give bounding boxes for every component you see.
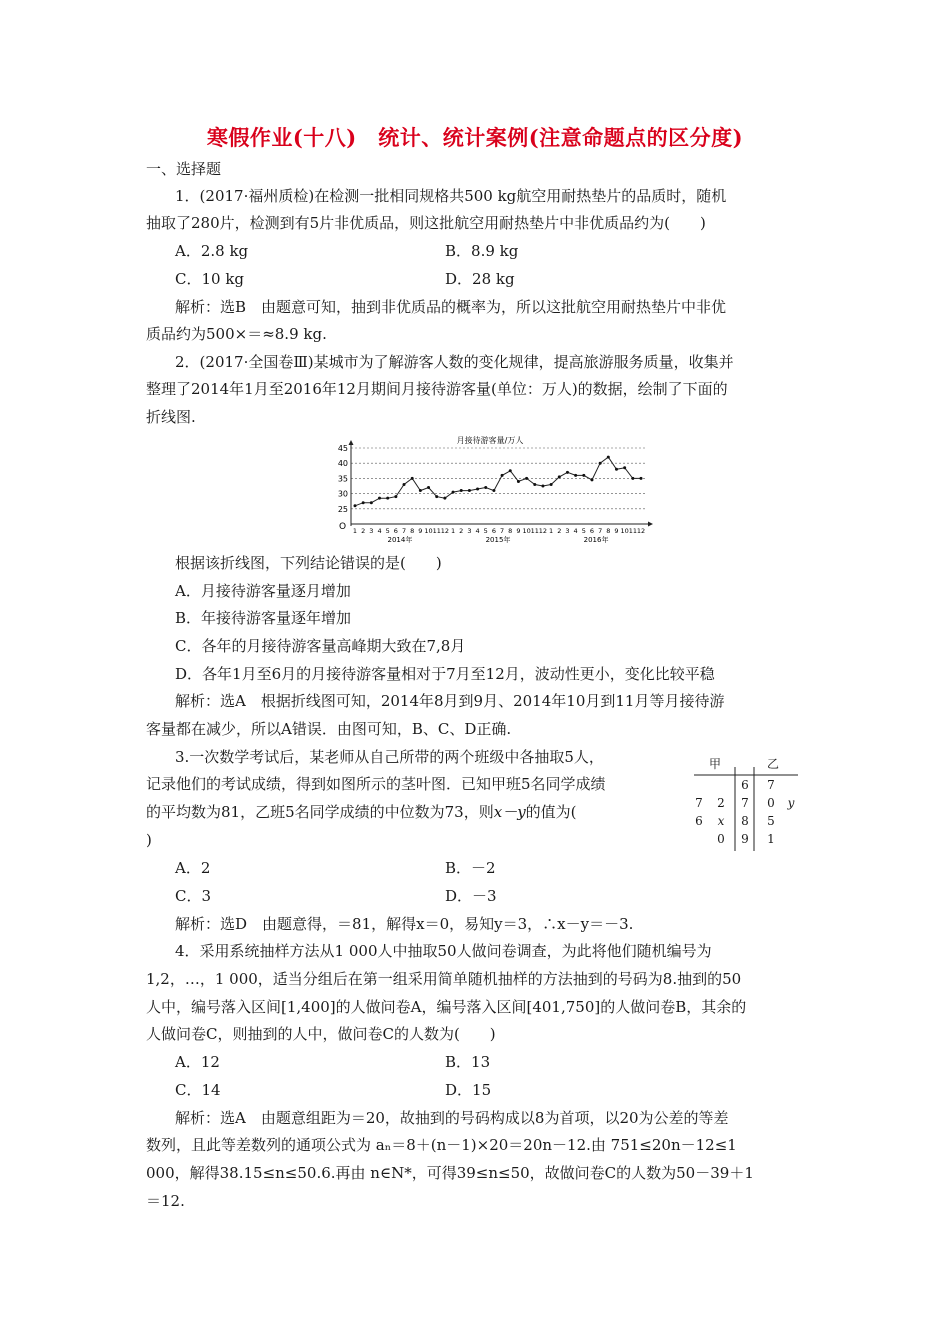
x-tick-label: 7 [401,527,407,535]
q3-solution-a: 解析：选D 由题意得，＝81，解得 [175,915,417,933]
data-point [640,477,643,480]
x-tick-label: 11 [628,527,637,535]
q4-option-a: A．12 [175,1053,220,1071]
x-tick-label: 5 [385,527,390,535]
data-point [362,501,365,504]
x-tick-label: 1 [450,527,456,535]
left-leaf: 6 [695,814,703,828]
q1-text-line1: 1．(2017·福州质检)在检测一批相同规格共500 kg航空用耐热垫片的品质时，随机 [175,187,727,205]
x-tick-label: 2 [361,527,366,535]
q2-stem: 根据该折线图，下列结论错误的是( ) [175,554,442,572]
stem-value: 7 [741,796,749,810]
data-point [582,474,585,477]
page-title: 寒假作业(十八) 统计、统计案例(注意命题点的区分度) [206,125,744,150]
data-point [484,486,487,489]
q2-solution-line1: 解析：选A 根据折线图可知，2014年8月到9月、2014年10月到11月等月接待游 [175,692,725,710]
x-tick-label: 3 [565,527,570,535]
q1-option-a: A．2.8 kg [175,242,249,260]
data-point [443,497,446,500]
right-leaf: 1 [767,832,775,846]
data-point [419,489,422,492]
q4-solution-line3: 000，解得38.15≤n≤50.6.再由 n∈N*，可得39≤n≤50，故做问卷C的人数为50－39＋1 [146,1164,754,1182]
x-tick-label: 1 [352,527,358,535]
q4-option-d: D．15 [445,1081,492,1099]
x-tick-label: 6 [393,527,398,535]
q3-text-line4: ) [146,831,152,849]
y-tick-label: 40 [337,459,348,469]
x-tick-label: 8 [508,527,513,535]
q3-text-line2: 记录他们的考试成绩，得到如图所示的茎叶图．已知甲班5名同学成绩 [146,775,606,793]
right-leaf-variable: y [787,796,795,810]
q4-text-line3: 人中，编号落入区间[1,400]的人做问卷A，编号落入区间[401,750]的人做问卷B，其余的 [146,998,747,1016]
chart-axes [349,440,654,527]
chart-y-ticks [338,444,348,514]
data-point [394,495,397,498]
x-tick-label: 11 [432,527,441,535]
left-leaf: 0 [717,832,725,846]
q3-text-line3-a: 的平均数为81，乙班5名同学成绩的中位数为73，则 [146,803,494,821]
x-tick-label: 7 [598,527,603,535]
q1-option-d: D．28 kg [445,270,515,288]
x-tick-label: 5 [581,527,586,535]
q1-solution-line1: 解析：选B 由题意可知，抽到非优质品的概率为，所以这批航空用耐热垫片中非优 [175,298,727,316]
data-point [574,474,577,477]
y-tick-label: 30 [337,489,348,499]
data-point [501,474,504,477]
data-point [631,477,634,480]
stem-value: 8 [741,814,749,828]
data-point [403,483,406,486]
series-line [355,457,641,506]
chart-origin-label: O [339,522,347,532]
x-axis-arrow [648,522,653,527]
data-point [517,480,520,483]
q1-option-b: B．8.9 kg [445,242,519,260]
left-leaf: 7 [695,796,703,810]
q3-solution-b: x＝0，易知y＝3，∴x－y＝－3. [416,915,634,933]
data-point [509,469,512,472]
data-point [533,483,536,486]
q1-solution-line2: 质品约为500×＝≈8.9 kg. [146,325,327,343]
chart-title: 月接待游客量/万人 [456,436,524,445]
q3-option-d: D．－3 [445,887,497,905]
q1-option-c: C．10 kg [175,270,245,288]
data-point [590,478,593,481]
x-tick-label: 12 [440,527,450,535]
data-point [370,501,373,504]
stem-leaf-diagram [690,753,802,851]
x-tick-label: 7 [500,527,505,535]
x-tick-label: 6 [589,527,595,535]
left-leaf: 2 [717,796,725,810]
x-tick-label: 12 [538,527,548,535]
stem-right-header: 乙 [766,757,779,771]
data-point [435,495,438,498]
year-label: 2014年 [387,536,413,544]
x-tick-label: 8 [606,527,611,535]
data-point [607,456,610,459]
q2-text-line1: 2．(2017·全国卷Ⅲ)某城市为了解游客人数的变化规律，提高旅游服务质量，收集并 [175,353,734,371]
year-label: 2015年 [485,536,511,544]
x-tick-label: 10 [522,527,531,535]
x-tick-label: 2 [459,527,464,535]
data-point [550,483,553,486]
data-point [492,489,495,492]
q2-text-line3: 折线图. [146,408,196,426]
data-point [411,477,414,480]
y-tick-label: 25 [337,504,348,514]
x-tick-label: 10 [620,527,629,535]
year-label: 2016年 [583,536,609,544]
q4-text-line1: 4．采用系统抽样方法从1 000人中抽取50人做问卷调查，为此将他们随机编号为 [175,942,712,960]
data-point [476,488,479,491]
data-point [460,489,463,492]
right-leaf: 5 [767,814,775,828]
data-point [558,475,561,478]
q3-text-line1: 3.一次数学考试后，某老师从自己所带的两个班级中各抽取5人， [175,748,604,766]
stem-value: 9 [741,832,749,846]
data-point [354,504,357,507]
x-tick-label: 10 [424,527,433,535]
q1-text-line2: 抽取了280片，检测到有5片非优质品，则这批航空用耐热垫片中非优质品约为( ) [146,214,706,232]
q3-solution [175,913,633,935]
x-tick-label: 12 [636,527,646,535]
section-heading: 一、选择题 [146,160,222,178]
q3-text-line3 [146,801,577,823]
data-point [525,477,528,480]
q4-solution-line1: 解析：选A 由题意组距为＝20，故抽到的号码构成以8为首项，以20为公差的等差 [175,1109,729,1127]
chart-x-ticks [353,527,645,535]
stem-left-header: 甲 [708,757,721,771]
x-tick-label: 9 [516,527,521,535]
q3-option-c: C．3 [175,887,212,905]
x-tick-label: 11 [530,527,539,535]
q3-text-line3-c: 的值为( [525,803,577,821]
q2-option-d: D．各年1月至6月的月接待游客量相对于7月至12月，波动性更小，变化比较平稳 [175,665,715,683]
x-tick-label: 8 [410,527,415,535]
data-point [566,471,569,474]
q2-solution-line2: 客量都在减少，所以A错误．由图可知，B、C、D正确. [146,720,512,738]
q3-expression: x－y [493,803,526,821]
x-tick-label: 9 [614,527,619,535]
x-tick-label: 2 [557,527,562,535]
x-tick-label: 6 [491,527,496,535]
x-tick-label: 3 [467,527,472,535]
q4-text-line4: 人做问卷C，则抽到的人中，做问卷C的人数为( ) [146,1025,496,1043]
y-tick-label: 35 [337,474,348,484]
data-point [427,486,430,489]
y-axis-arrow [349,440,354,445]
x-tick-label: 1 [549,527,554,535]
q4-solution-line4: ＝12. [146,1192,185,1210]
q4-solution-line2: 数列，且此等差数列的通项公式为 aₙ＝8＋(n－1)×20＝20n－12.由 751≤20n－12≤1 [146,1136,737,1154]
right-leaf: 7 [767,778,775,792]
data-point [468,489,471,492]
q2-text-line2: 整理了2014年1月至2016年12月期间月接待游客量(单位：万人)的数据，绘制了下面的 [146,380,728,398]
q4-option-b: B．13 [445,1053,491,1071]
y-tick-label: 45 [337,444,348,453]
q3-option-a: A．2 [175,859,211,877]
data-point [386,497,389,500]
q4-text-line2: 1,2，…，1 000，适当分组后在第一组采用简单随机抽样的方法抽到的号码为8.抽到的50 [146,970,742,988]
q4-option-c: C．14 [175,1081,221,1099]
data-point [452,491,455,494]
q3-option-b: B．－2 [445,859,496,877]
x-tick-label: 9 [418,527,423,535]
chart-grid [351,448,645,509]
x-tick-label: 4 [573,527,578,535]
q2-option-a: A．月接待游客量逐月增加 [175,582,351,600]
x-tick-label: 4 [475,527,480,535]
data-point [599,462,602,465]
x-tick-label: 4 [377,527,382,535]
x-tick-label: 5 [483,527,488,535]
left-leaf-variable: x [717,814,725,828]
chart-year-labels [388,535,609,544]
data-point [378,497,381,500]
data-point [541,485,544,488]
q2-option-b: B．年接待游客量逐年增加 [175,609,352,627]
stem-value: 6 [741,778,749,792]
q2-option-c: C．各年的月接待游客量高峰期大致在7,8月 [175,637,466,655]
right-leaf: 0 [767,796,775,810]
visitor-line-chart [325,434,655,546]
data-point [615,468,618,471]
x-tick-label: 3 [369,527,374,535]
data-point [623,466,626,469]
